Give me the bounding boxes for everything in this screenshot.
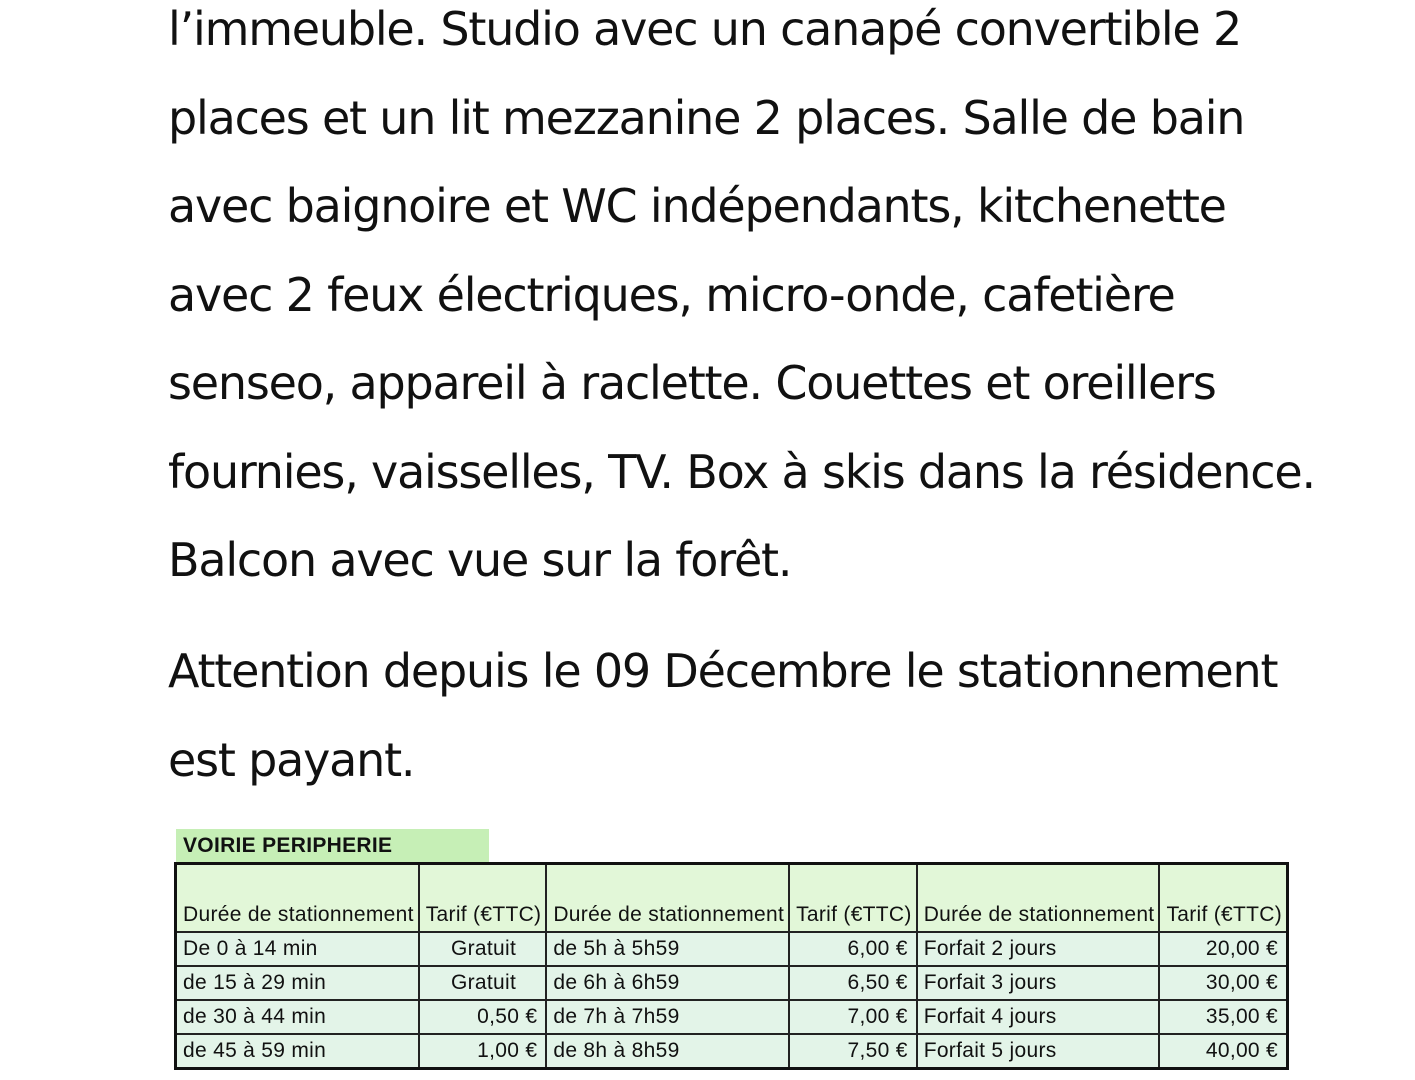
header-duration-3: Durée de stationnement: [917, 864, 1160, 933]
description-line: l’immeuble. Studio avec un canapé convertible 2: [168, 2, 1242, 56]
table-cell: 35,00 €: [1159, 1000, 1287, 1034]
table-cell: de 15 à 29 min: [176, 966, 419, 1000]
description-line: Balcon avec vue sur la forêt.: [168, 533, 792, 587]
table-cell: 40,00 €: [1159, 1034, 1287, 1069]
table-title: VOIRIE PERIPHERIE: [176, 829, 489, 862]
header-duration-1: Durée de stationnement: [176, 864, 419, 933]
table-cell: de 6h à 6h59: [546, 966, 789, 1000]
description-line: avec baignoire et WC indépendants, kitchenette: [168, 179, 1226, 233]
parking-tariff-table: [174, 862, 1289, 1070]
table-cell: 0,50 €: [419, 1000, 547, 1034]
header-tariff-3: Tarif (€TTC): [1159, 864, 1287, 933]
notice-line: est payant.: [168, 732, 415, 787]
table-cell: 1,00 €: [419, 1034, 547, 1069]
description-line: senseo, appareil à raclette. Couettes et oreillers: [168, 356, 1216, 410]
table-cell: De 0 à 14 min: [176, 932, 419, 966]
description-paragraph: [168, 0, 1315, 605]
table-cell: de 7h à 7h59: [546, 1000, 789, 1034]
header-tariff-2: Tarif (€TTC): [789, 864, 917, 933]
table-cell: Gratuit: [419, 932, 547, 966]
description-line: fournies, vaisselles, TV. Box à skis dans la résidence.: [168, 444, 1315, 499]
table-cell: Gratuit: [419, 966, 547, 1000]
table-header-row: [176, 864, 1288, 933]
table-cell: Forfait 2 jours: [917, 932, 1160, 966]
description-line: places et un lit mezzanine 2 places. Salle de bain: [168, 90, 1245, 145]
table-row: [176, 1034, 1288, 1069]
table-cell: de 30 à 44 min: [176, 1000, 419, 1034]
table-cell: 7,50 €: [789, 1034, 917, 1069]
table-cell: 7,00 €: [789, 1000, 917, 1034]
header-duration-2: Durée de stationnement: [546, 864, 789, 933]
table-row: [176, 966, 1288, 1000]
table-cell: de 8h à 8h59: [546, 1034, 789, 1069]
table-cell: Forfait 5 jours: [917, 1034, 1160, 1069]
table-cell: 6,00 €: [789, 932, 917, 966]
table-cell: de 45 à 59 min: [176, 1034, 419, 1069]
table-cell: 20,00 €: [1159, 932, 1287, 966]
table-cell: 6,50 €: [789, 966, 917, 1000]
table-cell: Forfait 4 jours: [917, 1000, 1160, 1034]
header-tariff-1: Tarif (€TTC): [419, 864, 547, 933]
table-cell: Forfait 3 jours: [917, 966, 1160, 1000]
description-line: avec 2 feux électriques, micro-onde, cafetière: [168, 267, 1175, 322]
notice-line: Attention depuis le 09 Décembre le stationnement: [168, 644, 1278, 698]
table-row: [176, 932, 1288, 966]
table-row: [176, 1000, 1288, 1034]
parking-notice-paragraph: [168, 627, 1277, 804]
table-cell: 30,00 €: [1159, 966, 1287, 1000]
table-cell: de 5h à 5h59: [546, 932, 789, 966]
